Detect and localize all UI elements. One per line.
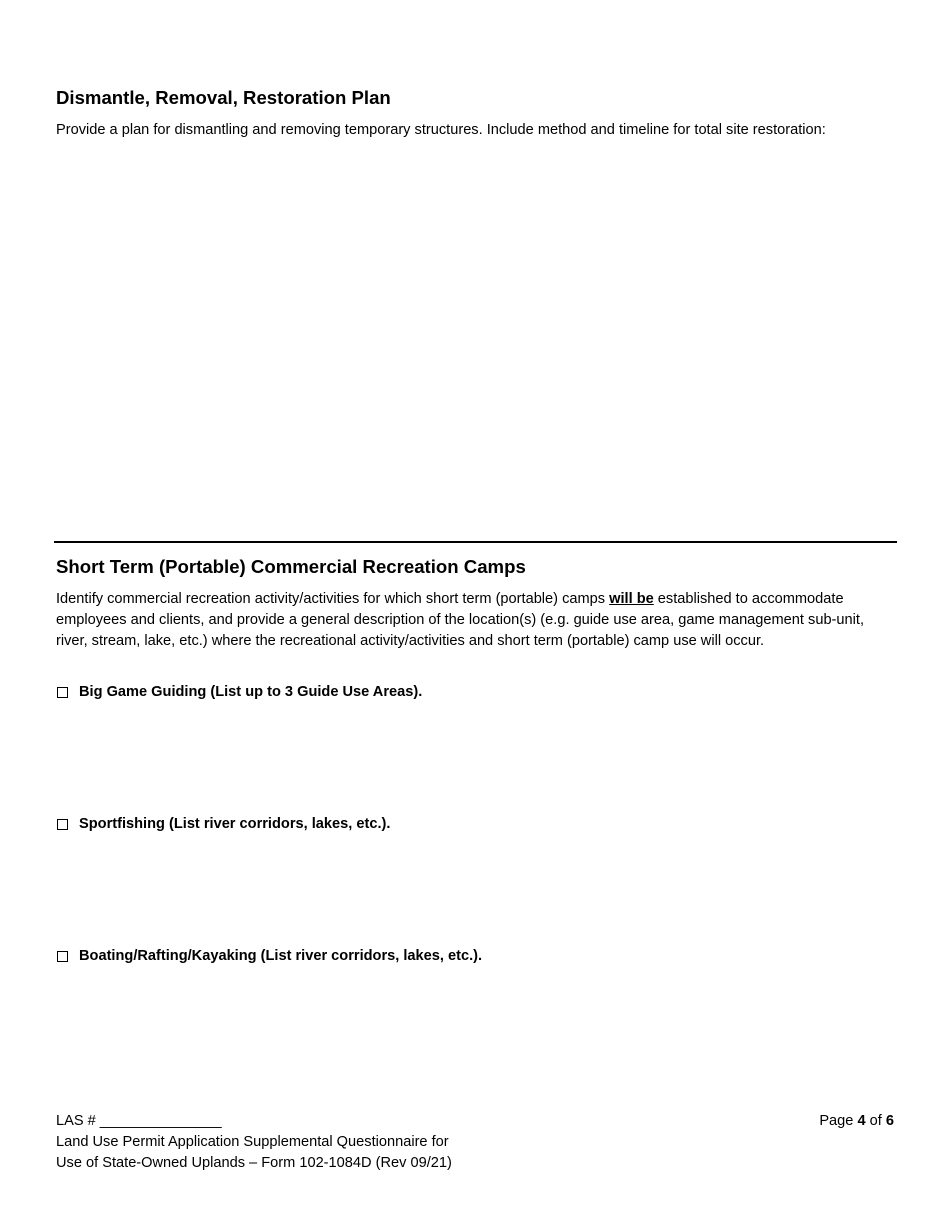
form-title-line1: Land Use Permit Application Supplemental Questionnaire for	[56, 1134, 449, 1150]
option-big-game-guiding	[57, 684, 422, 700]
page-prefix: Page	[819, 1113, 858, 1129]
camps-intro-text: Identify commercial recreation activity/activities for which short term (portable) camps	[56, 591, 610, 607]
big-game-guiding-label: Big Game Guiding (List up to 3 Guide Use Areas).	[79, 684, 423, 700]
option-sportfishing	[57, 816, 390, 832]
boating-rafting-kayaking-checkbox[interactable]	[57, 951, 68, 962]
section-heading-dismantle: Dismantle, Removal, Restoration Plan	[56, 87, 391, 108]
page-of: of	[865, 1113, 886, 1129]
boating-rafting-kayaking-label: Boating/Rafting/Kayaking (List river corridors, lakes, etc.).	[79, 948, 483, 964]
section-heading-camps: Short Term (Portable) Commercial Recreation Camps	[56, 556, 526, 577]
camps-intro-emphasis: will be	[609, 591, 654, 607]
footer-form-info	[56, 1111, 452, 1174]
big-game-guiding-answer-area[interactable]	[56, 710, 896, 810]
sportfishing-answer-area[interactable]	[56, 842, 896, 942]
option-boating-rafting-kayaking	[57, 948, 482, 964]
camps-intro	[56, 589, 896, 652]
sportfishing-checkbox[interactable]	[57, 819, 68, 830]
page-total: 6	[885, 1113, 894, 1129]
dismantle-instruction: Provide a plan for dismantling and removing temporary structures. Include method and timeline for total site restoration:	[56, 122, 826, 138]
big-game-guiding-checkbox[interactable]	[57, 687, 68, 698]
sportfishing-label: Sportfishing (List river corridors, lakes, etc.).	[79, 816, 391, 832]
page-number	[819, 1111, 894, 1132]
las-number-field[interactable]: LAS # _______________	[56, 1113, 222, 1129]
section-divider	[54, 541, 897, 543]
boating-rafting-kayaking-answer-area[interactable]	[56, 974, 896, 1094]
page-current: 4	[857, 1113, 866, 1129]
camps-intro-text-continued: established to accommodate employees and clients, and provide a general description of the location(s) (e.g. guide use area, game management sub-unit, river, stream, lake, etc.) where the recreational activity/activities and short term (portable) camp use will occur.	[56, 591, 865, 649]
form-title-line2: Use of State-Owned Uplands – Form 102-1084D (Rev 09/21)	[56, 1155, 452, 1171]
dismantle-plan-answer-area[interactable]	[56, 165, 896, 530]
